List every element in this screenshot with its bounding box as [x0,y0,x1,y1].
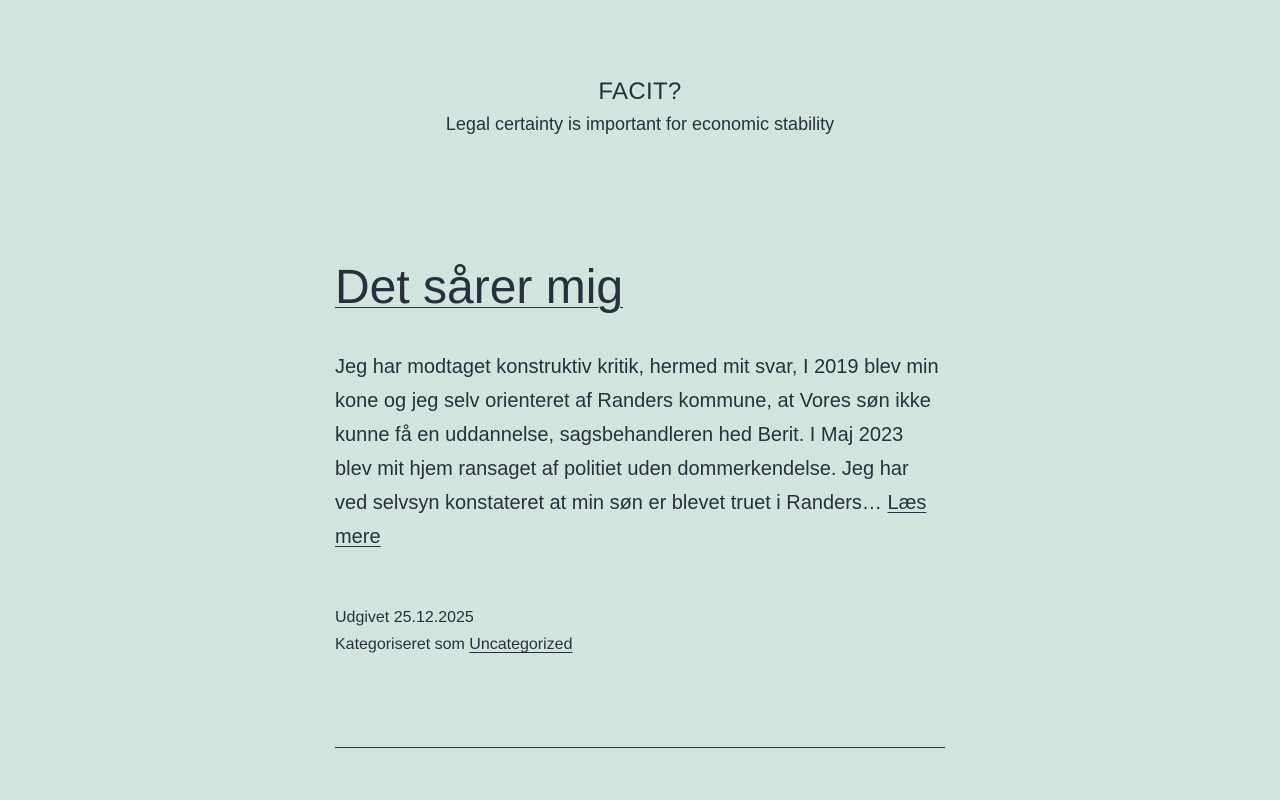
post-title-link[interactable]: Det sårer mig [335,261,624,314]
post-date [335,607,474,629]
post-separator [335,747,945,748]
category-link[interactable]: Uncategorized [469,636,573,653]
post-excerpt-text: Jeg har modtaget konstruktiv kritik, hermed mit svar, I 2019 blev min kone og jeg selv orienteret af Randers kommune, at Vores søn ikke kunne få en uddannelse, sagsbehandleren hed Berit. I Maj 2023 blev mit hjem ransaget af politiet uden dommerkendelse. Jeg har ved selvsyn konstateret at min søn er blevet truet i Randers… [335,356,939,514]
read-more-link[interactable]: Læs mere [335,492,927,548]
posted-date: 25.12.2025 [393,609,474,626]
post-categories [335,634,572,656]
post-title [335,260,623,316]
posted-label: Udgivet [335,609,390,626]
site-title [0,77,1280,107]
post-excerpt [335,350,945,554]
site-title-link[interactable]: FACIT? [598,78,682,105]
category-label: Kategoriseret som [335,636,465,653]
site-description: Legal certainty is important for economic stability [445,114,835,134]
